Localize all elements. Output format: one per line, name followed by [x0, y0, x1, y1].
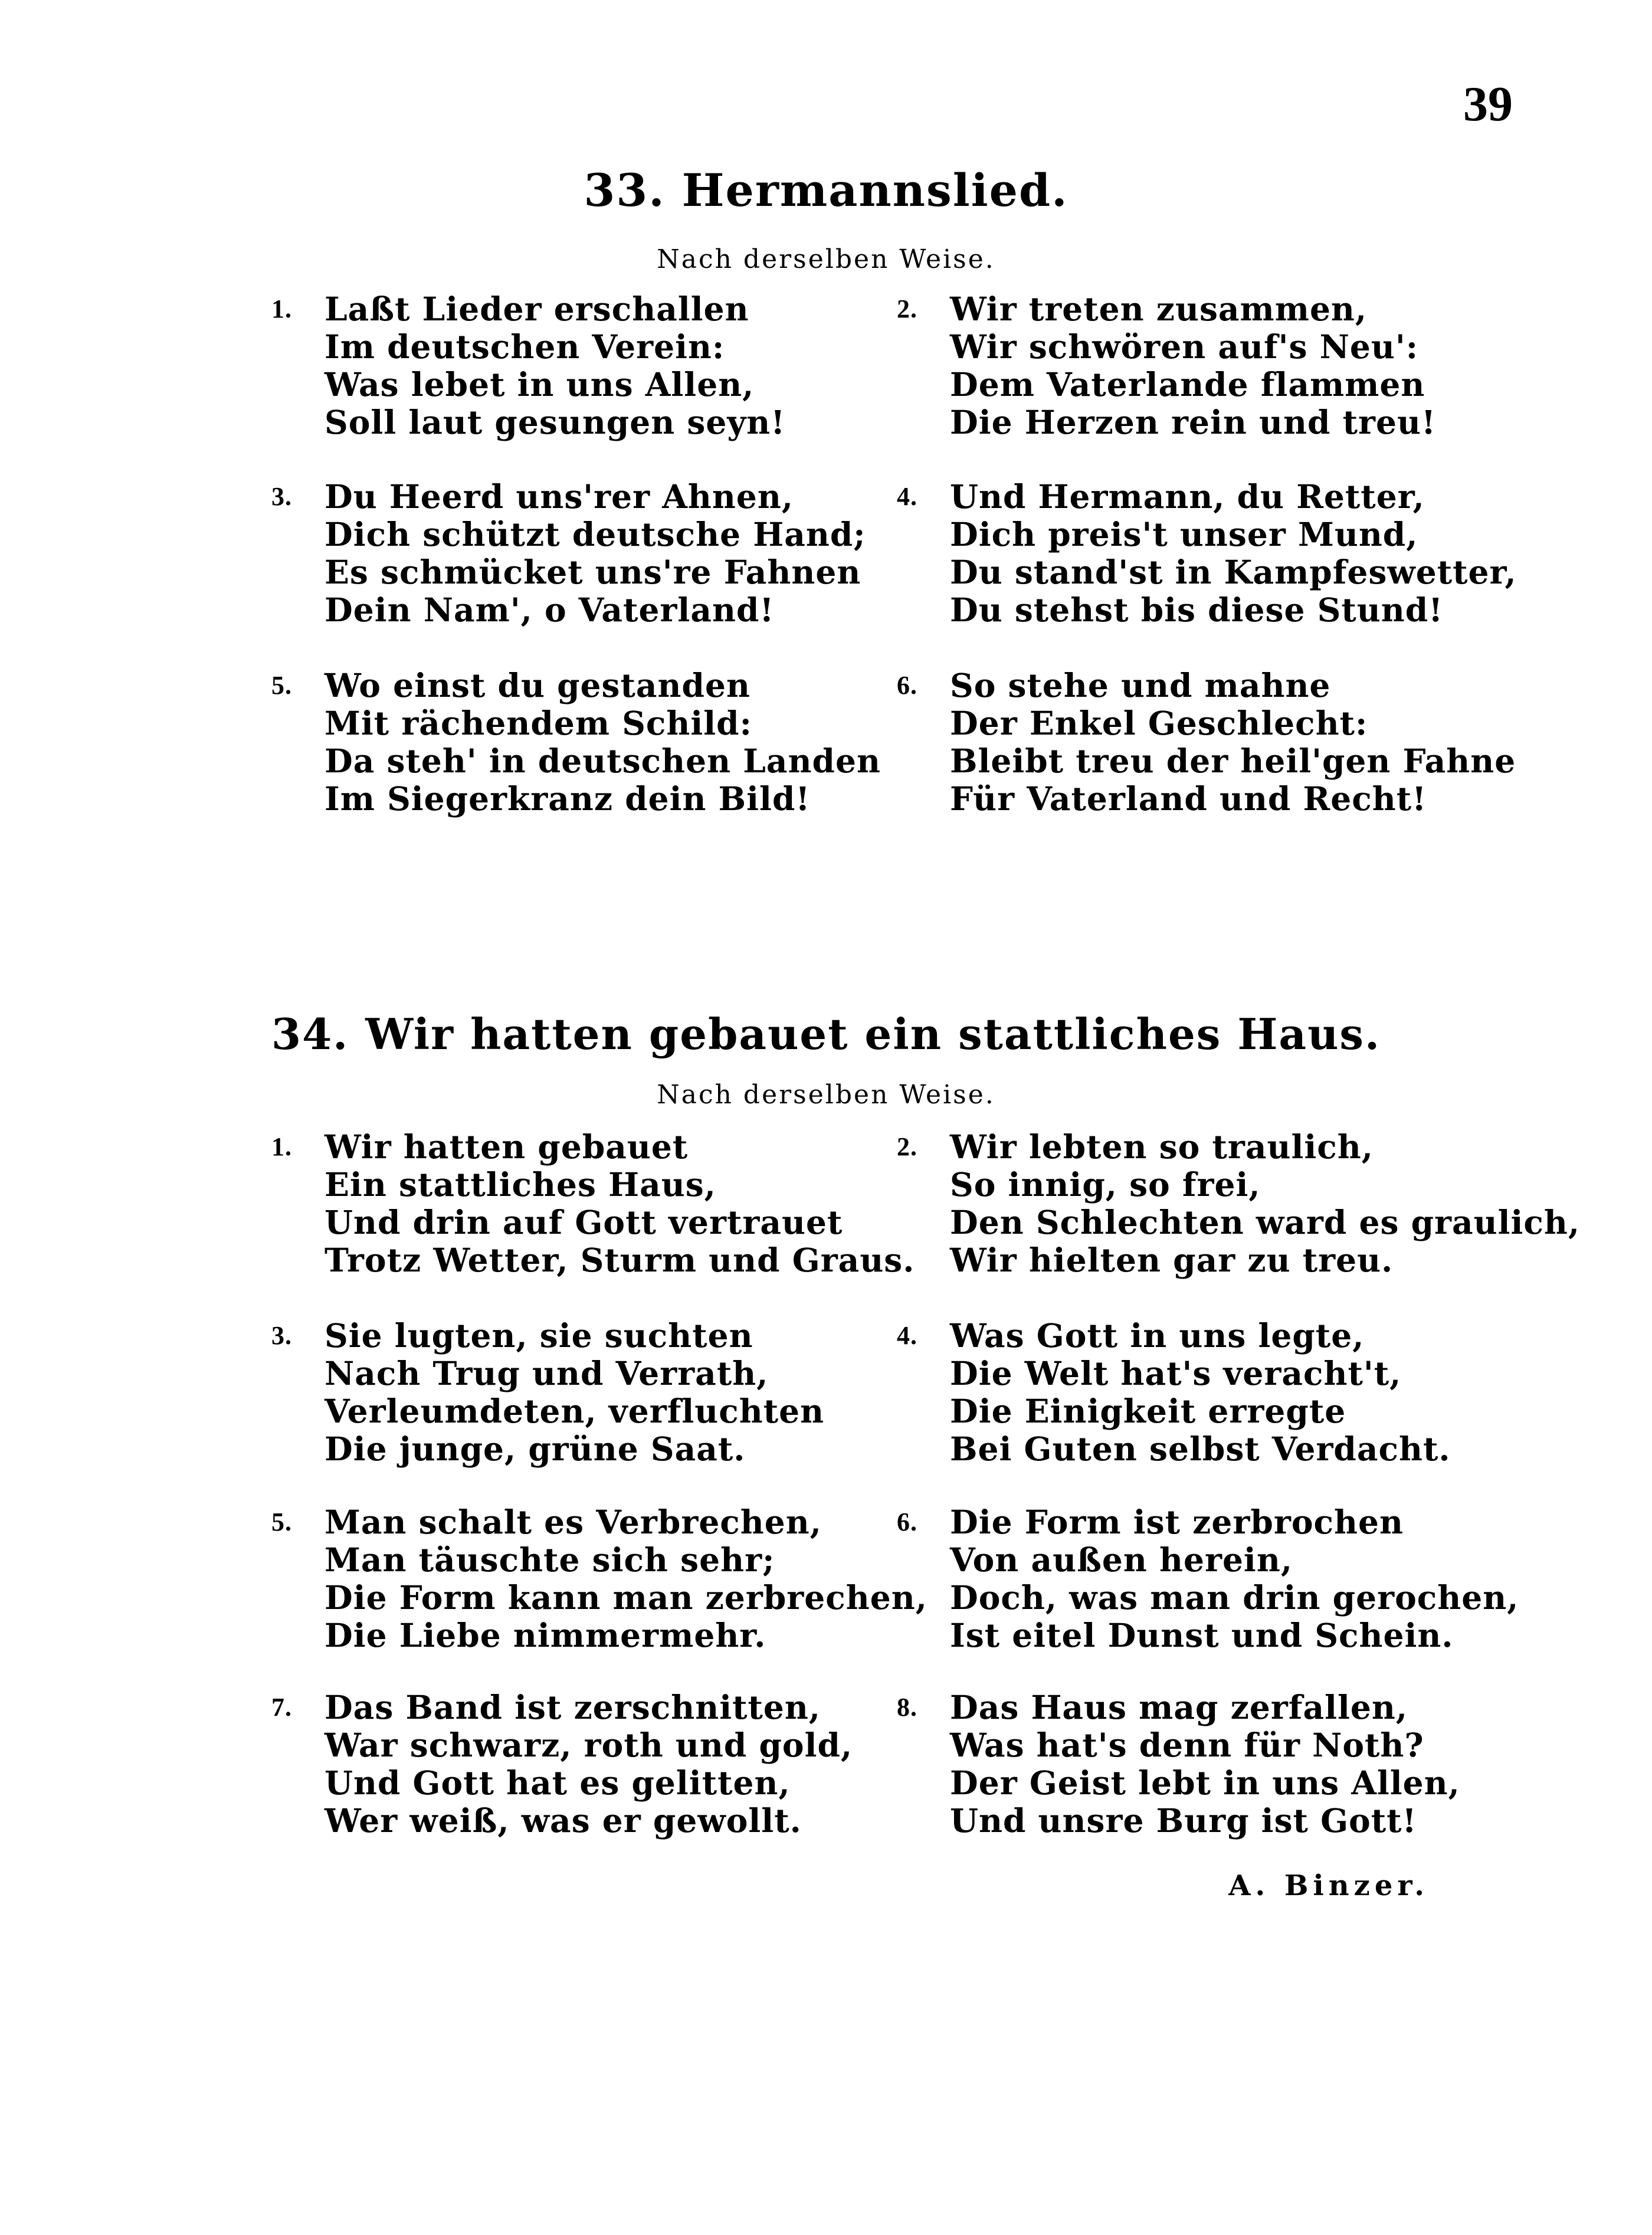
verse-line: Ein stattliches Haus,: [324, 1165, 716, 1204]
verse-line: Mit rächendem Schild:: [324, 704, 752, 742]
song-33-title-text: Hermannslied.: [681, 164, 1068, 217]
song-34-title: [0, 1009, 1652, 1059]
song-34-stanza-1: [271, 1128, 915, 1279]
verse-line: Für Vaterland und Recht!: [950, 779, 1427, 818]
stanza-number: 6.: [897, 671, 917, 700]
verse-line: Die Herzen rein und treu!: [950, 403, 1437, 441]
verse-line: Der Enkel Geschlecht:: [950, 704, 1368, 742]
verse-line: Dem Vaterlande flammen: [950, 365, 1425, 404]
stanza-number: 2.: [897, 294, 917, 323]
song-33-subtitle: Nach derselben Weise.: [657, 244, 995, 274]
verse-line: Dein Nam', o Vaterland!: [324, 591, 775, 629]
verse-line: Was hat's denn für Noth?: [950, 1726, 1424, 1764]
verse-line: Die Liebe nimmermehr.: [324, 1616, 766, 1654]
song-33-title: [0, 164, 1652, 217]
verse-line: Im deutschen Verein:: [324, 327, 725, 366]
stanza-number: 3.: [271, 1321, 292, 1350]
verse-line: Bleibt treu der heil'gen Fahne: [950, 742, 1516, 780]
stanza-number: 5.: [271, 1508, 292, 1536]
verse-line: Du stehst bis diese Stund!: [950, 591, 1444, 629]
song-33-number: 33.: [584, 164, 666, 217]
verse-line: Man schalt es Verbrechen,: [324, 1503, 822, 1541]
verse-line: Und Hermann, du Retter,: [950, 477, 1425, 516]
verse-line: Das Band ist zerschnitten,: [324, 1688, 821, 1726]
verse-line: Laßt Lieder erschallen: [324, 290, 749, 328]
verse-line: Und unsre Burg ist Gott!: [950, 1801, 1417, 1840]
song-33-stanza-2: [897, 290, 1437, 441]
verse-line: Verleumdeten, verfluchten: [324, 1392, 825, 1430]
verse-line: Die Welt hat's veracht't,: [950, 1354, 1402, 1392]
verse-line: Ist eitel Dunst und Schein.: [950, 1616, 1454, 1654]
song-34-title-text: Wir hatten gebauet ein stattliches Haus.: [365, 1009, 1381, 1059]
author-attribution: A. Binzer.: [1228, 1869, 1429, 1902]
verse-line: Die Form ist zerbrochen: [950, 1503, 1404, 1541]
stanza-number: 7.: [271, 1693, 292, 1722]
stanza-number: 1.: [271, 1132, 292, 1161]
verse-line: Wir treten zusammen,: [950, 290, 1368, 328]
verse-line: Soll laut gesungen seyn!: [324, 403, 786, 441]
verse-line: Das Haus mag zerfallen,: [950, 1688, 1408, 1726]
song-33-stanza-6: [897, 666, 1516, 818]
verse-line: Dich schützt deutsche Hand;: [324, 515, 866, 553]
song-34-stanza-2: [897, 1128, 1581, 1279]
verse-line: Von außen herein,: [950, 1541, 1293, 1579]
song-33-stanza-5: [271, 666, 881, 818]
verse-line: Du stand'st in Kampfeswetter,: [950, 553, 1517, 591]
stanza-number: 8.: [897, 1693, 917, 1722]
verse-line: Nach Trug und Verrath,: [324, 1354, 769, 1392]
song-34-number: 34.: [271, 1009, 349, 1059]
stanza-number: 6.: [897, 1508, 917, 1536]
stanza-number: 4.: [897, 482, 917, 511]
verse-line: Es schmücket uns're Fahnen: [324, 553, 861, 591]
verse-line: Man täuschte sich sehr;: [324, 1541, 775, 1579]
song-33-stanza-4: [897, 477, 1517, 629]
verse-line: Wir lebten so traulich,: [950, 1128, 1374, 1166]
verse-line: Und Gott hat es gelitten,: [324, 1764, 791, 1802]
song-34-stanza-5: [271, 1503, 927, 1654]
song-34-stanza-6: [897, 1503, 1519, 1654]
verse-line: Der Geist lebt in uns Allen,: [950, 1764, 1460, 1802]
stanza-number: 1.: [271, 294, 292, 323]
verse-line: Doch, was man drin gerochen,: [950, 1578, 1519, 1617]
verse-line: Wo einst du gestanden: [324, 666, 750, 704]
stanza-number: 2.: [897, 1132, 917, 1161]
verse-line: Trotz Wetter, Sturm und Graus.: [324, 1241, 915, 1279]
verse-line: Wer weiß, was er gewollt.: [324, 1801, 802, 1840]
verse-line: Im Siegerkranz dein Bild!: [324, 779, 811, 818]
verse-line: Bei Guten selbst Verdacht.: [950, 1430, 1451, 1468]
page-number: 39: [1463, 77, 1513, 132]
song-33-stanza-1: [271, 290, 786, 441]
song-33-stanza-3: [271, 477, 866, 629]
verse-line: Sie lugten, sie suchten: [324, 1316, 753, 1355]
verse-line: Wir hatten gebauet: [324, 1128, 689, 1166]
verse-line: Die Einigkeit erregte: [950, 1392, 1346, 1430]
verse-line: Dich preis't unser Mund,: [950, 515, 1418, 553]
verse-line: Die junge, grüne Saat.: [324, 1430, 746, 1468]
verse-line: Wir hielten gar zu treu.: [950, 1241, 1394, 1279]
verse-line: Wir schwören auf's Neu':: [950, 327, 1419, 366]
stanza-number: 4.: [897, 1321, 917, 1350]
song-34-stanza-4: [897, 1316, 1451, 1468]
song-34-subtitle: Nach derselben Weise.: [657, 1080, 995, 1110]
verse-line: Den Schlechten ward es graulich,: [950, 1203, 1581, 1241]
verse-line: So stehe und mahne: [950, 666, 1331, 704]
verse-line: Du Heerd uns'rer Ahnen,: [324, 477, 794, 516]
verse-line: Da steh' in deutschen Landen: [324, 742, 881, 780]
verse-line: Und drin auf Gott vertrauet: [324, 1203, 843, 1241]
verse-line: War schwarz, roth und gold,: [324, 1726, 853, 1764]
verse-line: Was Gott in uns legte,: [950, 1316, 1365, 1355]
verse-line: Die Form kann man zerbrechen,: [324, 1578, 927, 1617]
song-34-stanza-7: [271, 1688, 853, 1840]
song-34-stanza-8: [897, 1688, 1460, 1840]
stanza-number: 3.: [271, 482, 292, 511]
verse-line: So innig, so frei,: [950, 1165, 1261, 1204]
stanza-number: 5.: [271, 671, 292, 700]
verse-line: Was lebet in uns Allen,: [324, 365, 755, 404]
song-34-stanza-3: [271, 1316, 825, 1468]
